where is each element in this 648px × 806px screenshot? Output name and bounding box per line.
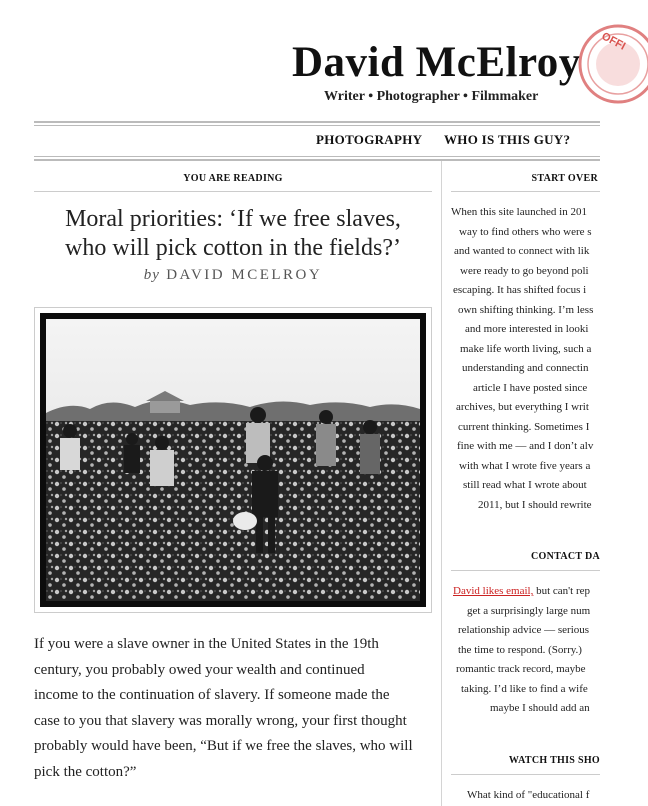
main-section-rule [34,191,432,192]
contact-line: romantic track record, maybe [456,663,586,675]
start-over-line: escaping. It has shifted focus i [453,284,587,296]
start-over-line: current thinking. Sometimes I [458,420,590,433]
article-title-line-1: Moral priorities: ‘If we free slaves, [65,206,401,232]
site-tagline: Writer • Photographer • Filmmaker [324,89,539,104]
start-over-line: fine with me — and I don’t alv [457,440,594,452]
column-divider [441,161,442,806]
article-body-line: probably would have been, “But if we free the slaves, who will [34,738,413,754]
you-are-reading-label: YOU ARE READING [183,173,283,184]
watch-line: What kind of "educational f [467,789,590,801]
article-photo-frame [34,307,432,613]
start-over-line: and wanted to connect with lik [454,245,590,257]
start-over-line: and more interested in looki [465,323,589,335]
sidebar-rule-2 [451,570,600,571]
cotton-field-photo [40,313,426,607]
contact-line: maybe I should add an [490,702,590,714]
start-over-line: with what I wrote five years a [459,459,591,472]
contact-line: taking. I’d like to find a wife [461,682,588,695]
article-title-line-2: who will pick cotton in the fields?’ [65,235,401,261]
nav-rule-bottom [34,156,600,157]
contact-text [451,582,600,719]
header-rule-top [34,121,600,123]
watch-text [451,786,600,806]
cotton-field-photo-image [40,313,426,607]
start-over-line: understanding and connectin [462,362,589,374]
start-over-line: archives, but everything I writ [456,401,589,413]
start-over-line: article I have posted since [473,381,588,394]
byline-by: by [143,267,160,283]
start-over-line: make life worth living, such a [460,342,592,355]
contact-line: the time to respond. (Sorry.) [458,643,582,656]
nav-rule-bottom-thick [34,159,600,161]
contact-line [451,582,600,602]
byline-author[interactable]: DAVID MCELROY [166,267,323,283]
article-body-line: century, you probably owed your wealth and continued [34,661,365,678]
official-stamp-logo [578,18,648,110]
sidebar-rule-3 [451,774,600,775]
stamp-text: OFFI [599,30,628,53]
watch-this-label: WATCH THIS SHO [508,755,600,766]
article-title[interactable] [34,205,432,263]
article-body-line: If you were a slave owner in the United States in the 19th [34,636,379,652]
article-byline [34,267,432,284]
sidebar-rule-1 [451,191,600,192]
article-body-line: income to the continuation of slavery. If someone made the [34,687,390,703]
start-over-line: were ready to go beyond poli [460,264,589,277]
header-rule-top-thin [34,125,600,126]
start-over-line: still read what I wrote about [463,479,587,491]
article-body [34,632,434,785]
contact-label: CONTACT DA [530,551,600,562]
start-over-line: way to find others who were s [459,225,592,238]
article-body-line: case to you that slavery was morally wrong, your first thought [34,712,407,729]
site-title[interactable]: David McElroy [292,39,581,86]
contact-line: relationship advice — serious [458,624,590,636]
start-over-line: own shifting thinking. I’m less [458,303,594,316]
nav-item-photography[interactable]: PHOTOGRAPHY [316,132,423,147]
contact-line-rest: but can't rep [533,585,590,597]
main-navigation [0,132,600,150]
start-over-label: START OVER [531,173,598,184]
contact-line: get a surprisingly large num [467,604,591,617]
start-over-line: When this site launched in 201 [451,206,587,218]
start-over-line: 2011, but I should rewrite [478,498,592,511]
start-over-text [451,203,600,515]
email-link[interactable]: David likes email, [453,585,534,597]
nav-item-who-is-this-guy[interactable]: WHO IS THIS GUY? [444,132,571,147]
article-body-line: pick the cotton?” [34,763,137,780]
